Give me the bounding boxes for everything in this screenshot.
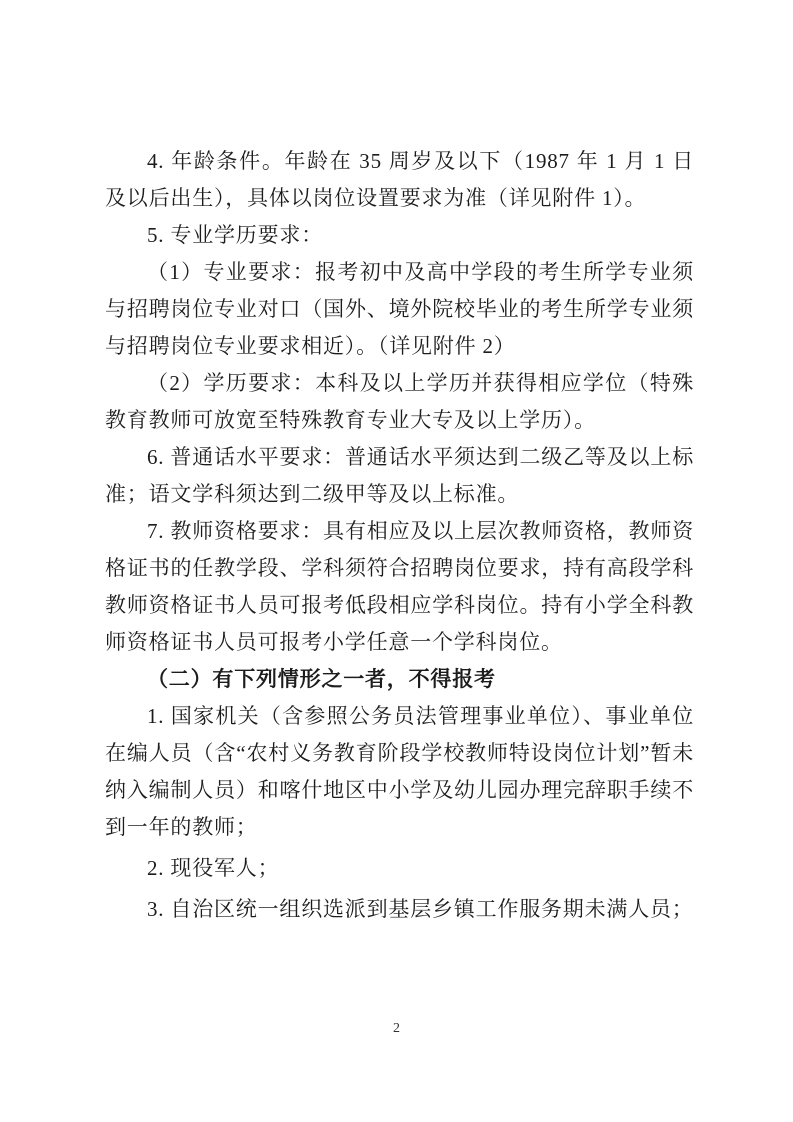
- document-body: [105, 143, 694, 928]
- paragraph-teacher-certificate-requirement: 7. 教师资格要求：具有相应及以上层次教师资格，教师资格证书的任教学段、学科须符合招聘岗位要求，持有高段学科教师资格证书人员可报考低段相应学科岗位。持有小学全科教师资格证书人员可报考小学任意一个学科岗位。: [105, 519, 694, 654]
- page-number: 2: [393, 1021, 400, 1036]
- paragraph-age-requirement: 4. 年龄条件。年龄在 35 周岁及以下（1987 年 1 月 1 日及以后出生），具体以岗位设置要求为准（详见附件 1）。: [105, 149, 694, 210]
- paragraph-mandarin-requirement: 6. 普通话水平要求：普通话水平须达到二级乙等及以上标准；语文学科须达到二级甲等及以上标准。: [105, 445, 694, 506]
- paragraph-ineligible-item-3: 3. 自治区统一组织选派到基层乡镇工作服务期未满人员；: [147, 897, 694, 921]
- paragraph-education-requirement: （2）学历要求：本科及以上学历并获得相应学位（特殊教育教师可放宽至特殊教育专业大专及以上学历）。: [105, 371, 694, 432]
- paragraph-major-requirement: （1）专业要求：报考初中及高中学段的考生所学专业须与招聘岗位专业对口（国外、境外院校毕业的考生所学专业须与招聘岗位专业要求相近）。（详见附件 2）: [105, 260, 694, 358]
- section-heading-ineligible: （二）有下列情形之一者，不得报考: [147, 667, 496, 691]
- paragraph-major-education-heading: 5. 专业学历要求：: [147, 223, 323, 247]
- paragraph-ineligible-item-1: 1. 国家机关（含参照公务员法管理事业单位）、事业单位在编人员（含“农村义务教育阶段学校教师特设岗位计划”暂未纳入编制人员）和喀什地区中小学及幼儿园办理完辞职手续不到一年的教师；: [105, 704, 694, 839]
- paragraph-ineligible-item-2: 2. 现役军人；: [147, 856, 280, 880]
